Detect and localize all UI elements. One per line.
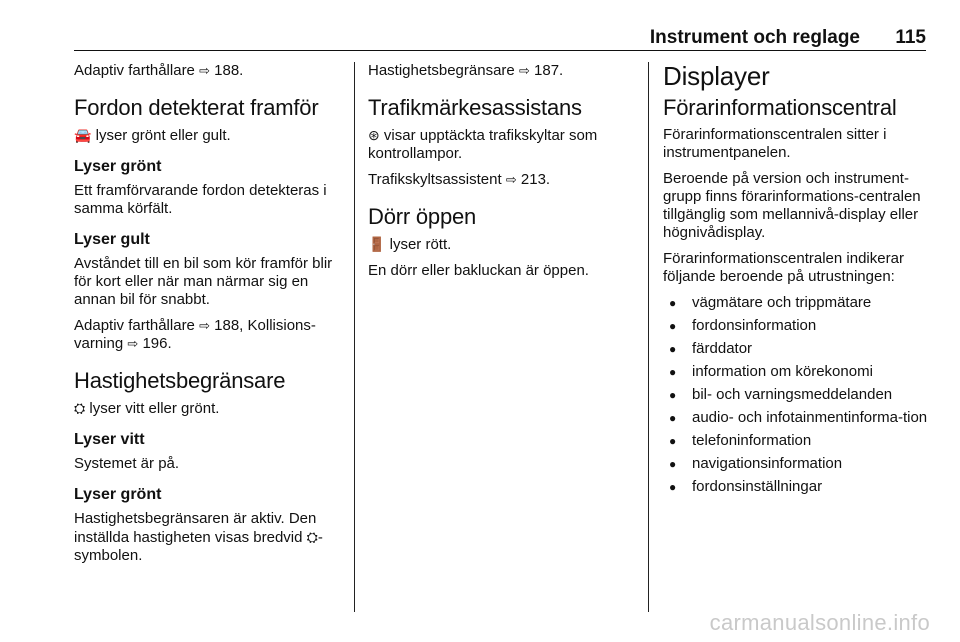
driver-info-list <box>663 294 933 496</box>
heading-yellow: Lyser gult <box>74 231 150 248</box>
column-2 <box>368 62 636 288</box>
ref-arrow-icon: ⇨ <box>127 336 139 351</box>
watermark: carmanualsonline.info <box>709 610 930 635</box>
list-item: ● navigationsinformation <box>663 455 933 473</box>
heading-green-2: Lyser grönt <box>74 486 162 503</box>
door-desc: En dörr eller bakluckan är öppen. <box>368 262 589 279</box>
speed-limiter-icon: ⛭ <box>306 529 318 545</box>
speed-limiter-text: ⛭ lyser vitt eller grönt. <box>74 400 220 417</box>
page-number: 115 <box>895 27 926 48</box>
heading-traffic-sign: Trafikmärkesassistans <box>368 95 582 120</box>
ref-arrow-icon: ⇨ <box>199 318 210 333</box>
list-item: ● information om körekonomi <box>663 363 933 381</box>
white-text: Systemet är på. <box>74 455 180 472</box>
ref-arrow-icon: ⇨ <box>505 172 517 187</box>
refs-paragraph: Adaptiv farthållare ⇨ 188, Kollisions-varning ⇨ 196. <box>74 317 316 352</box>
column-1 <box>74 62 344 573</box>
column-divider-2 <box>648 62 649 612</box>
green2-text: Hastighetsbegränsaren är aktiv. Den inställda hastigheten visas bredvid ⛭-symbolen. <box>74 510 323 564</box>
car-front-icon: 🚘 <box>74 127 92 143</box>
yellow-text: Avståndet till en bil som kör framför blir för kort eller när man närmar sig en annan bil för snabbt. <box>74 255 333 308</box>
page-title: Instrument och reglage <box>649 27 860 48</box>
traffic-sign-text: ⊛ visar upptäckta trafikskyltar som kontrollampor. <box>368 127 598 162</box>
limiter-ref-paragraph: Hastighetsbegränsare ⇨ 187. <box>368 62 564 79</box>
list-item: ● färddator <box>663 340 933 358</box>
page-ref-link[interactable]: 196. <box>142 335 172 352</box>
heading-white: Lyser vitt <box>74 431 145 448</box>
list-item: ● vägmätare och trippmätare <box>663 294 933 312</box>
list-item: ● telefoninformation <box>663 432 933 450</box>
traffic-ref-paragraph: Trafikskyltsassistent ⇨ 213. <box>368 171 551 188</box>
heading-vehicle-detected: Fordon detekterat framför <box>74 95 319 120</box>
page-ref-link[interactable]: 188, Kollisions-varning <box>74 317 316 352</box>
door-text: 🚪 lyser rött. <box>368 236 452 253</box>
cruise-ref-paragraph: Adaptiv farthållare ⇨ 188. <box>74 62 244 79</box>
list-item: ● fordonsinställningar <box>663 478 933 496</box>
ref-arrow-icon: ⇨ <box>518 63 530 78</box>
column-3 <box>663 62 933 501</box>
driver-info-p2: Beroende på version och instrument-grupp finns förarinformations-centralen tillgänglig som mellannivå-display eller högnivådisplay. <box>663 170 921 241</box>
vehicle-detected-text: 🚘 lyser grönt eller gult. <box>74 127 231 144</box>
heading-speed-limiter: Hastighetsbegränsare <box>74 368 286 393</box>
list-item: ● bil- och varningsmeddelanden <box>663 386 933 404</box>
heading-green: Lyser grönt <box>74 158 162 175</box>
page-ref-link[interactable]: 188. <box>214 62 244 79</box>
driver-info-p1: Förarinformationscentralen sitter i instrumentpanelen. <box>663 126 887 161</box>
heading-driver-info: Förarinformationscentral <box>663 95 897 120</box>
driver-info-p3: Förarinformationscentralen indikerar följande beroende på utrustningen: <box>663 250 904 285</box>
list-item: ● audio- och infotainmentinforma-tion <box>663 409 933 427</box>
door-open-icon: 🚪 <box>368 236 386 252</box>
green-text: Ett framförvarande fordon detekteras i samma körfält. <box>74 182 327 217</box>
heading-displays: Displayer <box>663 61 770 91</box>
speed-limiter-icon: ⛭ <box>74 400 86 416</box>
page-ref-link[interactable]: 187. <box>534 62 564 79</box>
page-header <box>74 24 926 51</box>
column-divider-1 <box>354 62 355 612</box>
page-ref-link[interactable]: 213. <box>520 171 551 188</box>
list-item: ● fordonsinformation <box>663 317 933 335</box>
traffic-sign-icon: ⊛ <box>368 127 380 143</box>
ref-arrow-icon: ⇨ <box>199 63 210 78</box>
heading-door-open: Dörr öppen <box>368 204 477 229</box>
